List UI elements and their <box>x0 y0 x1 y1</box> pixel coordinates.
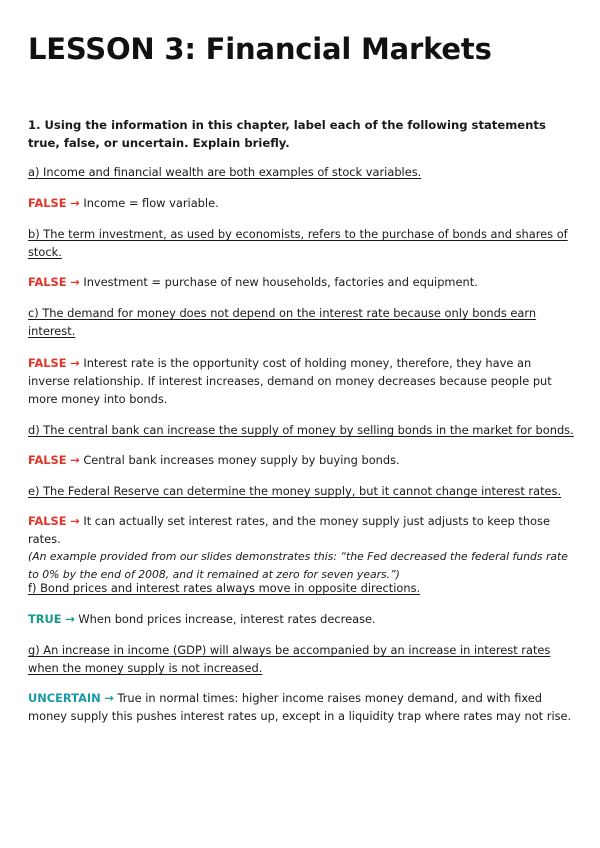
explanation-text: True in normal times: higher income raises money demand, and with fixed money supply this pushes interest rates up, except in a liquidity trap where rates may not rise. <box>28 691 572 723</box>
statement-a <box>28 163 576 181</box>
arrow-icon: → <box>70 514 80 528</box>
arrow-icon: → <box>70 275 80 289</box>
statement-text: c) The demand for money does not depend on the interest rate because only bonds earn interest. <box>28 306 537 338</box>
arrow-icon: → <box>70 453 80 467</box>
answer-d <box>28 451 576 469</box>
explanation-text: Central bank increases money supply by buying bonds. <box>83 453 400 467</box>
explanation-text: Income = flow variable. <box>83 196 219 210</box>
answer-f <box>28 610 576 628</box>
arrow-icon: → <box>104 691 114 705</box>
statement-d <box>28 421 576 439</box>
arrow-icon: → <box>65 612 75 626</box>
arrow-icon: → <box>70 196 80 210</box>
example-note: (An example provided from our slides demonstrates this: “the Fed decreased the federal funds rate to 0% by the end of 2008, and it remained at zero for seven years.”) <box>28 550 568 581</box>
statement-f <box>28 579 576 597</box>
statement-text: d) The central bank can increase the supply of money by selling bonds in the market for bonds. <box>28 423 574 437</box>
statement-g <box>28 641 576 677</box>
statement-text: a) Income and financial wealth are both examples of stock variables. <box>28 165 422 179</box>
verdict-badge: FALSE <box>28 275 67 289</box>
statement-text: g) An increase in income (GDP) will always be accompanied by an increase in interest rates when the money supply is not increased. <box>28 643 551 675</box>
answer-g <box>28 689 576 725</box>
explanation-text: Interest rate is the opportunity cost of holding money, therefore, they have an inverse relationship. If interest increases, demand on money decreases because people put more money into bonds. <box>28 356 552 406</box>
statement-e <box>28 482 576 500</box>
statement-text: f) Bond prices and interest rates always move in opposite directions. <box>28 581 421 595</box>
arrow-icon: → <box>70 356 80 370</box>
answer-b <box>28 273 576 291</box>
verdict-badge: FALSE <box>28 196 67 210</box>
verdict-badge: FALSE <box>28 453 67 467</box>
explanation-text: Investment = purchase of new households, factories and equipment. <box>83 275 478 289</box>
verdict-badge: UNCERTAIN <box>28 691 101 705</box>
statement-text: e) The Federal Reserve can determine the money supply, but it cannot change interest rates. <box>28 484 562 498</box>
statement-c <box>28 304 576 340</box>
verdict-badge: FALSE <box>28 514 67 528</box>
verdict-badge: TRUE <box>28 612 62 626</box>
answer-e <box>28 512 576 584</box>
question-prompt: 1. Using the information in this chapter, label each of the following statements true, false, or uncertain. Explain briefly. <box>28 118 546 150</box>
answer-c <box>28 354 576 408</box>
answer-a <box>28 194 576 212</box>
statement-b <box>28 225 576 261</box>
verdict-badge: FALSE <box>28 356 67 370</box>
statement-text: b) The term investment, as used by economists, refers to the purchase of bonds and shares of stock. <box>28 227 568 259</box>
page-title: LESSON 3: Financial Markets <box>28 32 492 66</box>
explanation-text: It can actually set interest rates, and the money supply just adjusts to keep those rates. <box>28 514 550 546</box>
explanation-text: When bond prices increase, interest rates decrease. <box>78 612 376 626</box>
